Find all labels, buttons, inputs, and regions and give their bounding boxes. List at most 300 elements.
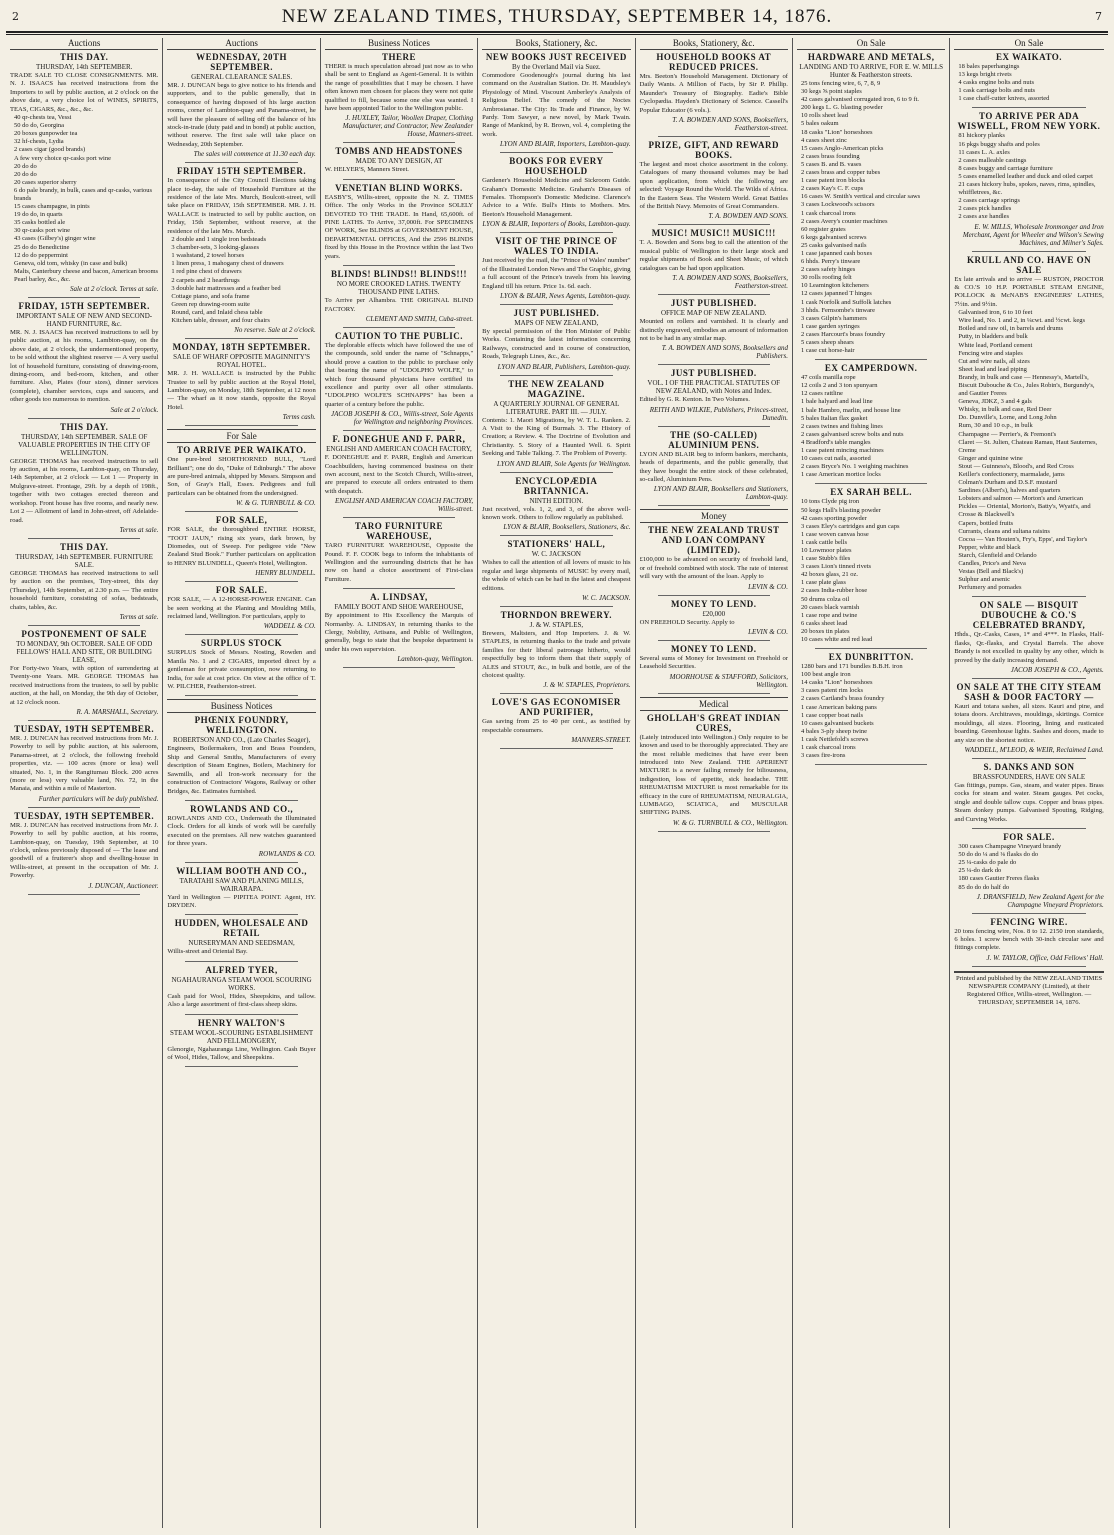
ad-body-text: For Forty-two Years, with option of surrendering at Twenty-one Years. MR. GEORGE THOMAS has received instructions from the trustees, to sell by public auction, at the hall, on Monday, the 9th day of October, at 12 o'clock noon. (10, 664, 159, 706)
ad-title: THIS DAY. (60, 52, 109, 62)
ad-title: MONEY TO LEND. (670, 643, 757, 654)
ad-body-text: MR. J. H. WALLACE is instructed by the Public Trustee to sell by public auction at the Royal Hotel, Lambton-quay, on Monday, 18th September, at 12 noon — The wharf as it now stands, opposite the Royal Hotel. (167, 370, 316, 411)
ad-signature: WADDELL & CO. (263, 622, 316, 631)
ad-signature: LYON AND BLAIR, Sole Agents for Wellington. (497, 459, 631, 468)
advertisement (797, 363, 945, 479)
list-item: 2 cases axe handles (958, 213, 1010, 221)
list-item: 10 cases cut nails, assorted (800, 455, 871, 463)
ad-divider (658, 505, 770, 506)
list-item: Round, card, and Inlaid chess table (171, 308, 263, 316)
ad-item-list (797, 663, 945, 760)
section-heading: Business Notices (167, 699, 315, 713)
ad-divider (28, 625, 140, 626)
list-item: 40 qr-chests tea, Vessi (14, 114, 72, 122)
list-item: 2 cases Harcourt's brass foundry (800, 330, 886, 338)
ad-body-text: F. DONEGHUE and F. PARR, English and American Coachbuilders, having commenced business on their own account, next to the Scotch Church, Willis-street, are prepared to execute all orders entrusted to them with despatch. (324, 454, 474, 495)
ad-divider (185, 1014, 297, 1015)
ad-divider (28, 538, 140, 539)
ad-signature: T. A. BOWDEN AND SONS, Booksellers and Publishers. (661, 344, 788, 361)
ad-body-text: Cash paid for Wool, Hides, Sheepskins, and tallow. Also a large assortment of first-class sheep skins. (167, 992, 316, 1009)
list-item: 1 case patent mincing machines (800, 447, 884, 455)
ad-signature: CLEMENT AND SMITH, Cuba-street. (365, 314, 474, 323)
ad-body-text: Gardener's Household Medicine and Sickroom Guide. Graham's Domestic Medicine. Graham's Diseases of Females. Thompson's Domestic Medicine. Clarence's Advice to a Wife. Bull's Hints to Mothers. Mrs. Beeton's Household Management. (482, 177, 631, 218)
advertisement (482, 379, 630, 468)
list-item: 2 cases Bryce's No. 1 weighing machines (800, 463, 909, 471)
ad-signature: J. & W. STAPLES, Proprietors. (543, 681, 631, 690)
ad-title: STATIONERS' HALL, (507, 539, 606, 550)
advertisement (482, 52, 630, 148)
ad-body-text: Engineers, Boilermakers, Iron and Brass Founders, Ship and General Smiths, Manufacturers of every description of Steam Engines, Boilers, Machinery for Sawmills, and all Iron-work necessary for the construction of Contractors' Wagons, Railway or other Bridges, &c. Estimates furnished. (167, 745, 316, 795)
ad-divider (972, 678, 1085, 679)
list-item: 50 do do ¼ and ⅛ flasks do do (958, 851, 1039, 859)
list-item: 42 boxes glass, 21 oz. (800, 571, 859, 579)
column-heading: Books, Stationery, &c. (640, 38, 788, 50)
ad-divider (28, 894, 140, 895)
ad-divider (343, 588, 455, 589)
ad-body-text: ON FREEHOLD Security. Apply to (639, 618, 735, 626)
list-item: 300 cases Champagne Vineyard brandy (958, 843, 1062, 851)
ad-signature: J. HUXLEY, Tailor, Woollen Draper, Clothing Manufacturer, and Contractor, New Zealander House, Manners-street. (342, 114, 474, 139)
ad-title: PRIZE, GIFT, AND REWARD BOOKS. (648, 140, 780, 161)
list-item: 10 cases white and red lead (800, 636, 873, 643)
list-item: 15 cases Anglo-American picks (800, 144, 884, 152)
list-item: 3 cases Eley's cartridges and gun caps (800, 522, 900, 530)
list-item: 60 register grates (800, 225, 846, 233)
ad-subtitle: ROBERTSON AND CO., (Late Charles Seager), (172, 736, 311, 745)
ad-signature: JACOB JOSEPH & CO., Agents. (1010, 666, 1104, 675)
ad-title: HUDDEN, WHOLESALE AND RETAIL (174, 918, 309, 939)
ad-divider (658, 136, 770, 137)
advertisement (640, 52, 788, 132)
list-item: 47 coils manilla rope (800, 374, 856, 382)
ad-divider (185, 862, 297, 863)
ad-divider (658, 426, 770, 427)
ad-divider (972, 758, 1085, 759)
advertisement (954, 917, 1103, 962)
advertisement (325, 434, 473, 513)
ad-body-text: Ex late arrivals and to arrive — RUSTON, PROCTOR & CO.'S 10 H.P. PORTABLE STEAM ENGINE, POLLOCK & McNAB'S ENGINEERS' LATHES, 7½in. and 9½in. (954, 275, 1104, 308)
ad-subtitle: TARATAHI SAW AND PLANING MILLS, WAIRARAPA. (179, 876, 304, 893)
list-item: Brandy, in bulk and case — Hennessy's, Martell's, Biscuit Dubouche & Co., Jules Robin's, Burgundy's, and Gautier Freres (958, 373, 1095, 398)
list-item: 11 cases L. A. axles (958, 148, 1010, 156)
list-item: 50 kegs Hall's blasting powder (800, 506, 881, 514)
ad-body-text: MR. J. DUNCAN begs to give notice to his friends and supporters, and to the public generally, that in consequence of having disposed of his large auction rooms, corner of Lambton-quay and Panama-street, he will have the pleasure of selling off the balance of his stock-in-trade (duty paid and in bond) at public auction, without reserve. The first sale will take place on Wednesday, 20th September. (167, 82, 316, 148)
advertisement (482, 610, 630, 689)
ad-body-text: £100,000 to be advanced on security of freehold land, or of freehold combined with stock. The rate of interest will vary with the amount of the loan. Apply to (639, 556, 788, 581)
ad-body-text: MR. N. J. ISAACS has received instructions to sell by public auction, at his rooms, Lambton-quay, on the above date, at 2 o'clock, the undermentioned property, to be sold without the slightest reserve — A very useful lot of household furniture, consisting of drawing-room, dining-room, and bed-room, kitchen, and other furniture. Also, Plates (four sizes), dinner services (complete), chamber services, cups and saucers, and other goods too numerous to mention. (10, 329, 159, 404)
ad-signature: J. W. TAYLOR, Office, Odd Fellows' Hall. (986, 953, 1104, 962)
list-item: Pearl barley, &c., &c. (14, 275, 71, 283)
advertisement (640, 525, 788, 590)
list-item: 10 Leamington kitcheners (800, 282, 869, 290)
list-item: Colman's Durham and D.S.F. mustard (958, 479, 1058, 487)
ad-divider (185, 511, 297, 512)
list-item: Candles, Price's and Neva (958, 560, 1026, 568)
list-item: 10 cases galvanised buckets (800, 719, 874, 727)
ad-signature: No reserve. Sale at 2 o'clock. (234, 326, 316, 335)
list-item: 1 linen press, 1 mahogany chest of drawers (171, 260, 284, 268)
ad-subtitle: MADE TO ANY DESIGN, AT (355, 157, 443, 166)
column-6 (793, 38, 950, 1528)
ad-divider (658, 294, 770, 295)
list-item: 32 hf-chests, Lydia (14, 138, 64, 146)
list-item: 43 cases (Gilbey's) ginger wine (14, 235, 96, 243)
list-item: 2 double and 1 single iron bedsteads (171, 236, 266, 244)
ad-subtitle: TO MONDAY, 9th OCTOBER. SALE OF ODD FELLOWS' HALL AND SITE, OR BUILDING LEASE, (16, 639, 153, 664)
ad-title: FRIDAY 15TH SEPTEMBER. (177, 166, 307, 177)
ad-title: S. DANKS AND SON (983, 762, 1075, 773)
ad-divider (815, 483, 927, 484)
list-item: 2 cases safety hinges (800, 266, 856, 274)
ad-body-text: (Lately introduced into Wellington.) Only require to be known and used to be thoroughly appreciated. They are the most reliable medicines that have ever been introduced into New Zealand. THE APERIENT MIXTURE is a never failing remedy for biliousness, indigestion, loss of appetite, sick headache. THE RHEUMATISM MIXTURE is most remarkable for its efficacy in the cure of RHEUMATISM, NEURALGIA, LUMBAGO, SCIATICA, and MUSCULAR SHIFTING PAINS. (639, 733, 788, 817)
list-item: 5 cases sheep shears (800, 339, 854, 346)
advertisement (10, 52, 158, 293)
ad-subtitle: IMPORTANT SALE OF NEW AND SECOND-HAND FURNITURE, &c. (16, 312, 153, 328)
list-item: 19 do do, in quarts (14, 211, 63, 219)
ad-body-text: By appointment to His Excellency the Marquis of Normanby. A. LINDSAY, in returning thanks to the Clergy, Nobility, Artisans, and Public of Wellington, generally, begs to state that the bespoke department is under his own supervision. (324, 612, 474, 653)
list-item: 4 casks engine bolts and nuts (958, 79, 1034, 87)
ad-signature: LYON & BLAIR, Importers of Books, Lambton-quay. (482, 220, 631, 229)
ad-title: JUST PUBLISHED. (670, 368, 757, 379)
list-item: 20 boxes tin plates (800, 627, 850, 635)
ad-title: TUESDAY, 19TH SEPTEMBER. (14, 810, 155, 821)
advertisement (10, 301, 158, 414)
ad-divider (972, 596, 1085, 597)
list-item: 14 casks "Lion" horseshoes (800, 679, 873, 687)
ad-signature: WADDELL, M'LEOD, & WEIR, Reclaimed Land. (964, 746, 1104, 755)
ad-divider (658, 224, 770, 225)
list-item: 15 cases champagne, in pints (14, 203, 90, 211)
ad-subtitle: NO MORE CROOKED LATHS. TWENTY THOUSAND PINE LATHS. (336, 280, 462, 297)
list-item: Ginger and quinine wine (958, 454, 1023, 462)
advertisement (640, 713, 788, 827)
ad-title: THERE (381, 52, 416, 62)
ad-divider (658, 640, 770, 641)
ad-divider (500, 375, 612, 376)
advertisement (10, 542, 158, 621)
ad-subtitle: By the Overland Mail via Suez. (512, 63, 601, 71)
advertisement (482, 236, 630, 300)
ad-divider (185, 914, 297, 915)
ad-divider (343, 265, 455, 266)
ad-signature: Further particulars will be duly published. (38, 794, 159, 803)
list-item: 1 case plate glass (800, 579, 846, 587)
ad-divider (343, 430, 455, 431)
list-item: 1 case woven canvas hose (800, 530, 869, 538)
list-item: 1 case rope and twine (800, 611, 858, 619)
ad-body-text: T. A. Bowden and Sons beg to call the attention of the musical public of Wellington to their large stock and regular shipments of Book and Sheet Music, of which catalogues can be had upon application. (639, 239, 788, 272)
ad-title: HARDWARE AND METALS, (807, 52, 935, 62)
list-item: Pepper, white and black (958, 543, 1021, 551)
advertisement (954, 600, 1103, 674)
advertisement (167, 445, 315, 507)
ad-signature: ROWLANDS & CO. (258, 849, 316, 858)
ad-subtitle: NINTH EDITION. (529, 496, 584, 505)
ad-signature: ENGLISH AND AMERICAN COACH FACTORY, Willis-street. (335, 497, 474, 514)
list-item: 18 casks "Lion" horseshoes (800, 128, 873, 136)
list-item: Malts, Canterbury cheese and bacon, American brooms (14, 267, 159, 275)
list-item: 2 cases Avery's counter machines (800, 217, 888, 225)
ad-body-text: FOR SALE, — A 12-HORSE-POWER ENGINE. Can be seen working at the Planing and Moulding Mills, reclaimed land, Wellington. For particulars, apply to (167, 596, 316, 621)
list-item: 2 cases carriage springs (958, 197, 1020, 205)
list-item: Lobsters and salmon — Morton's and American (958, 495, 1083, 503)
ad-title: THE NEW ZEALAND TRUST AND LOAN COMPANY (LIMITED). (648, 525, 780, 556)
list-item: 2 cases galvanised screw bolts and nuts (800, 430, 904, 438)
ad-title: ENCYCLOPÆDIA BRITANNICA. (515, 475, 598, 496)
list-item: 25 do do Benedictine (14, 243, 70, 251)
ad-subtitle: LANDING AND TO ARRIVE, FOR E. W. MILLS Hunter & Featherston streets. (799, 63, 943, 79)
list-item: Keiller's confectionery, marmalade, jams (958, 471, 1065, 478)
ad-item-list (10, 114, 158, 284)
ad-title: THORNDON BREWERY. (500, 610, 613, 620)
list-item: 3 cases Lockwood's scissors (800, 201, 875, 209)
ad-divider (500, 304, 612, 305)
ad-signature: Lambton-quay, Wellington. (397, 655, 474, 664)
ad-signature: W. & G. TURNBULL & CO. (236, 499, 316, 508)
list-item: Pickles — Oriental, Morton's, Batty's, Wyatt's, and Crosse & Blackwell's (958, 503, 1091, 519)
list-item: 6 kegs galvanised screws (800, 233, 867, 241)
advertisement (167, 965, 315, 1010)
ad-title: EX DUNBRITTON. (828, 652, 914, 663)
list-item: Do. Dunville's, Lorne, and Long John (958, 414, 1057, 422)
ad-title: FOR SALE. (1003, 832, 1055, 843)
advertisement (325, 146, 473, 174)
list-item: 42 cases sporting powder (800, 514, 867, 522)
ad-body-text: The deplorable effects which have followed the use of the compounds, sold under the name of "Schnapps," should prove a caution to the public to purchase only that bearing the name of "UDOLPHO WOLFE," to which four thousand physicians have certified its excellence and purity over all other stimulants. "UDOLPHO WOLFE'S SCHNAPPS" has been a quarter of a century before the public. (324, 341, 474, 408)
advertisement (325, 592, 473, 663)
ad-signature: T. A. BOWDEN AND SONS, Booksellers, Featherston-street. (672, 274, 788, 291)
page-number-right: 7 (1095, 10, 1102, 23)
ad-subtitle: ENGLISH AND AMERICAN COACH FACTORY, (326, 445, 472, 454)
ad-subtitle: NGAHAURANGA STEAM WOOL SCOURING WORKS. (171, 975, 312, 992)
advertisement (640, 599, 788, 636)
ad-title: LOVE'S GAS ECONOMISER AND PURIFIER, (491, 697, 621, 718)
advertisement (797, 487, 945, 644)
ad-body-text: The largest and most choice assortment in the colony. Catalogues of many thousand volumes may be had upon application, from which the following are selected: Voyage Round the World. The Wilds of Africa. In the Eastern Seas. The Western World. Great Battles of the British Navy. Memoirs of Great Commanders. (639, 161, 788, 211)
ad-body-text: SURPLUS Stock of Messrs. Nosting, Rowden and Manila No. 1 and 2 CIGARS, imported direct by a gentleman for private consumption, now returning to India, for sale at cost price. On view at the office of T. W. PILCHER, Featherston-street. (167, 649, 316, 691)
list-item: Putty, in bladders and bulk (958, 333, 1028, 341)
list-item: 12 cases rattline (800, 390, 843, 398)
advertisement (797, 652, 945, 760)
advertisement (167, 585, 315, 630)
list-item: 85 do do do half do (958, 883, 1010, 891)
ad-divider (185, 634, 297, 635)
columns-container (6, 38, 1108, 1528)
ad-divider (658, 364, 770, 365)
list-item: 2 carpets and 2 hearthrugs (171, 276, 240, 284)
list-item: 25 tons fencing wire, 6, 7, 8, 9 (800, 80, 881, 87)
ad-body-text: Hhds., Qr.-Casks, Cases, 1* and 4***. In Flasks, Half-flasks, Qr.-flasks, and Crystal Barrels. The above Brandy is not excelled in quality by any other, which is proved by the daily increasing demand. (954, 631, 1104, 664)
ad-title: TOMBS AND HEADSTONES (335, 146, 463, 157)
advertisement (954, 255, 1103, 593)
list-item: 5 cases enamelled leather and duck and oiled carpet (958, 172, 1093, 180)
ad-divider (185, 581, 297, 582)
list-item: 1 case copper boat nails (800, 711, 864, 719)
ad-body-text: FOR SALE, the thoroughbred ENTIRE HORSE, "TOOT JAUN," rising six years, dark brown, by Diomedes, out of Sweep. For pedigree vide "New Zealand Stud Book." Further particulars on application to HENRY BLUNDELL, Queen's Hotel, Wellington. (167, 526, 316, 567)
ad-signature: REITH AND WILKIE, Publishers, Princes-street, Dunedin. (649, 405, 788, 422)
ad-body-text: THERE is much speculation abroad just now as to who shall be sent to England as Agent-General. It is within the range of possibilities that I may be chosen. I have often known men chosen for places they were not quite qualified to fill, because some one else was wanted. I have been appointed Tailor to the Wellington public. (324, 63, 474, 113)
list-item: Wire lead, No. 1 and 2, in ¼cwt. and ½cwt. kegs (958, 317, 1085, 325)
ad-title: EX SARAH BELL. (830, 487, 913, 498)
ad-divider (185, 800, 297, 801)
ad-title: THIS DAY. (60, 541, 109, 552)
ad-body-text: GEORGE THOMAS has received instructions to sell by auction, at his rooms, Lambton-quay, on Thursday, 14th September, at 2 o'clock — Lot 1 — Property in Mulgrave-street. Frontage, 29ft. by a depth of 198ft., together with two cottages erected thereon and workshop. Front house has five rooms, and nearly new. Lot 2 — Allotment of land in John-street, off Adelaide-road. (10, 457, 159, 524)
list-item: 4 Bradford's table mangles (800, 438, 871, 446)
ad-title: THE (SO-CALLED) ALUMINIUM PENS. (668, 429, 760, 450)
list-item: 200 kegs L. G. blasting powder (800, 104, 883, 112)
ad-divider (185, 425, 297, 426)
list-item: 12 cases japanned T hinges (800, 290, 872, 298)
ad-signature: E. W. MILLS, Wholesale Ironmonger and Iron Merchant, Agent for Wheeler and Wilson's Sewing Machines, and Milner's Safes. (962, 222, 1104, 247)
advertisement (482, 539, 630, 602)
ad-body-text: TARO FURNITURE WAREHOUSE, Opposite the Pound. F. F. COOK begs to inform the inhabitants of Wellington and the surrounding districts that he has now on hand a choice assortment of First-class Furniture. (324, 542, 474, 583)
advertisement (167, 1018, 315, 1063)
ad-title: VISIT OF THE PRINCE OF WALES TO INDIA. (495, 236, 618, 257)
ad-divider (658, 831, 770, 832)
list-item: 1 case American baking pans (800, 703, 877, 711)
ad-body-text: W. HELYER'S, Manners Street. (324, 166, 409, 174)
column-heading: Auctions (167, 38, 315, 50)
advertisement (482, 476, 630, 532)
ad-title: ALFRED TYER, (205, 964, 278, 975)
ad-title: EX CAMPERDOWN. (824, 363, 918, 374)
ad-title: HOUSEHOLD BOOKS AT REDUCED PRICES. (656, 52, 772, 72)
ad-body-text: In consequence of the City Council Elections taking place to-day, the sale of Household Furniture at the residence of the late Mrs. Murch, Boulcott-street, will take place on FRIDAY, 15th SEPTEMBER. MR. J. H. WALLACE is instructed to sell by public auction, on Friday, 15th September, without reserve, at the residence of the late Mrs. Murch. (167, 177, 316, 235)
advertisement (954, 111, 1103, 246)
ad-body-text: Willis-street and Oriental Bay. (167, 948, 248, 956)
ad-subtitle: J. & W. STAPLES, (529, 621, 584, 629)
list-item: 5 cases B. and B. vases (800, 160, 862, 168)
list-item: 3 cases Gilpin's hammers (800, 314, 867, 322)
advertisement (325, 52, 473, 138)
ad-body-text: Glenorgie, Ngahauranga Line, Wellington. Cash Buyer of Wool, Hides, Tallow, and Sheepskins. (167, 1045, 316, 1061)
column-7 (950, 38, 1107, 1528)
column-heading: Auctions (10, 38, 158, 50)
list-item: Geneva, JDKZ, 3 and 4 gals (958, 398, 1032, 406)
advertisement (954, 682, 1103, 754)
advertisement (640, 140, 788, 220)
ad-divider (28, 807, 140, 808)
ad-title: TUESDAY, 19TH SEPTEMBER. (14, 723, 155, 734)
advertisement (954, 52, 1103, 103)
ad-title: BOOKS FOR EVERY HOUSEHOLD (509, 156, 604, 177)
ad-item-list (167, 236, 315, 325)
ad-divider (500, 472, 612, 473)
list-item: 20 cases black varnish (800, 603, 860, 611)
list-item: 4 cases sheet zinc (800, 136, 847, 144)
ad-body-text: By special permission of the Hon Minister of Public Works. Containing the latest information concerning Railways, constructed and in course of construction, Roads, Telegraph Lines, &c., &c. (482, 327, 631, 361)
list-item: 5 bales Italian flax gasket (800, 414, 868, 422)
ad-divider (28, 297, 140, 298)
list-item: Champagne — Perrier's, & Fremont's (958, 430, 1057, 438)
advertisement (640, 644, 788, 689)
ad-body-text: One pure-bred SHORTHORNED BULL, "Lord Brilliant"; one do do, "Duke of Edinburgh." The above are pure-bred animals, shipped by Messrs. Simpson and Son, of Gray's Hall, Essex. Pedigrees and full particulars can be obtained from the undersigned. (167, 456, 316, 497)
ad-subtitle: SALE OF WHARF OPPOSITE MAGINNITY'S ROYAL HOTEL. (173, 353, 311, 370)
list-item: Fencing wire and staples (958, 349, 1023, 357)
advertisement (954, 832, 1103, 909)
list-item: 180 cases Gautier Freres flasks (958, 875, 1040, 883)
advertisement (167, 918, 315, 956)
ad-subtitle: VOL. I OF THE PRACTICAL STATUTES OF NEW ZEALAND, with Notes and Index. (647, 379, 781, 396)
ad-signature: LEVIN & CO. (748, 582, 788, 591)
list-item: 25 ¼-do dark do (958, 867, 1002, 875)
ad-title: HENRY WALTON'S (197, 1017, 286, 1028)
list-item: 1 bale Hambro, marlin, and house line (800, 406, 901, 414)
ad-divider (972, 251, 1085, 252)
advertisement (167, 52, 315, 158)
advertisement (482, 308, 630, 371)
ad-title: WILLIAM BOOTH AND CO., (176, 865, 307, 876)
list-item: 1 cask charcoal irons (800, 209, 856, 217)
ad-title: VENETIAN BLIND WORKS. (335, 182, 463, 193)
list-item: 10 Lowmoor plates (800, 546, 852, 554)
column-heading: On Sale (797, 38, 945, 50)
ad-subtitle: NURSERYMAN AND SEEDSMAN, (188, 939, 295, 948)
ad-divider (185, 695, 297, 696)
list-item: 1 case patent iron blocks (800, 177, 866, 185)
list-item: 81 hickory planks (958, 132, 1005, 140)
list-item: 1 case garden syringes (800, 322, 860, 330)
ad-title: POSTPONEMENT OF SALE (21, 628, 147, 639)
ad-title: TO ARRIVE PER WAIKATO. (176, 445, 307, 456)
section-heading: Money (640, 509, 788, 523)
list-item: 3 chamber-sets, 3 looking-glasses (171, 244, 259, 252)
ad-title: THIS DAY. (60, 421, 109, 432)
ad-subtitle: THURSDAY, 14th SEPTEMBER. FURNITURE SALE. (15, 552, 153, 569)
ad-title: A. LINDSAY, (370, 592, 428, 603)
list-item: Kitchen table, dresser, and four chairs (171, 317, 270, 325)
list-item: 1 case cut horse-hair (800, 347, 855, 355)
ad-title: ROWLANDS AND CO., (190, 803, 294, 814)
ad-title: KRULL AND CO. HAVE ON SALE (966, 254, 1092, 275)
ad-signature: LYON AND BLAIR, Importers, Lambton-quay. (499, 140, 631, 149)
list-item: 20 do do (14, 162, 37, 170)
advertisement (640, 298, 788, 360)
list-item: 50 do do, Georgina (14, 122, 65, 130)
ad-divider (185, 961, 297, 962)
list-item: 1 cask Norfolk and Suffolk latches (800, 298, 892, 306)
ad-subtitle: STEAM WOOL-SCOURING ESTABLISHMENT AND FELLMONGERY, (169, 1028, 314, 1045)
list-item: 30 qr-casks port wine (14, 227, 71, 235)
ad-signature: LEVIN & CO. (748, 627, 788, 636)
advertisement (640, 368, 788, 421)
list-item: 1 bale halyard and lead line (800, 398, 873, 406)
ad-divider (500, 535, 612, 536)
ad-title: ON SALE — BISQUIT DUBOUCHE & CO.'S CELEBRATED BRANDY, (972, 600, 1086, 631)
masthead (0, 0, 1114, 30)
list-item: 1 cask cattle bells (800, 538, 847, 546)
column-4 (478, 38, 635, 1528)
list-item: 1280 bars and 171 bundles B.B.H. iron (800, 663, 903, 671)
list-item: 2 cases Cartland's brass foundry (800, 695, 885, 703)
ad-title: BLINDS! BLINDS!! BLINDS!!! (330, 269, 467, 280)
ad-title: SURPLUS STOCK (201, 638, 283, 649)
ad-signature: The sales will commence at 11.30 each day. (193, 150, 316, 159)
ad-signature: Terms at sale. (119, 612, 159, 621)
ad-item-list (954, 309, 1103, 592)
ad-signature: Terms at sale. (119, 525, 159, 534)
ad-title: MONDAY, 18TH SEPTEMBER. (172, 342, 311, 353)
ad-signature: J. DRANSFIELD, New Zealand Agent for the Champagne Vineyard Proprietors. (976, 892, 1104, 909)
ad-subtitle: GENERAL CLEARANCE SALES. (191, 73, 293, 81)
ad-body-text: Just received by the mail, the "Prince of Wales' number" of the Illustrated London News and The Graphic, giving a full account of the Prince's travels from his leaving England till his return. Price 1s. 6d. each. (482, 257, 631, 290)
list-item: 30 rolls roofing felt (800, 274, 852, 282)
ad-signature: LYON AND BLAIR, Publishers, Lambton-quay. (497, 362, 631, 371)
list-item: Whisky, in bulk and case, Red Deer (958, 406, 1052, 414)
ad-title: F. DONEGHUE AND F. PARR, (332, 434, 466, 445)
list-item: Galvanised iron, 6 to 10 feet (958, 309, 1033, 317)
ad-divider (500, 152, 612, 153)
